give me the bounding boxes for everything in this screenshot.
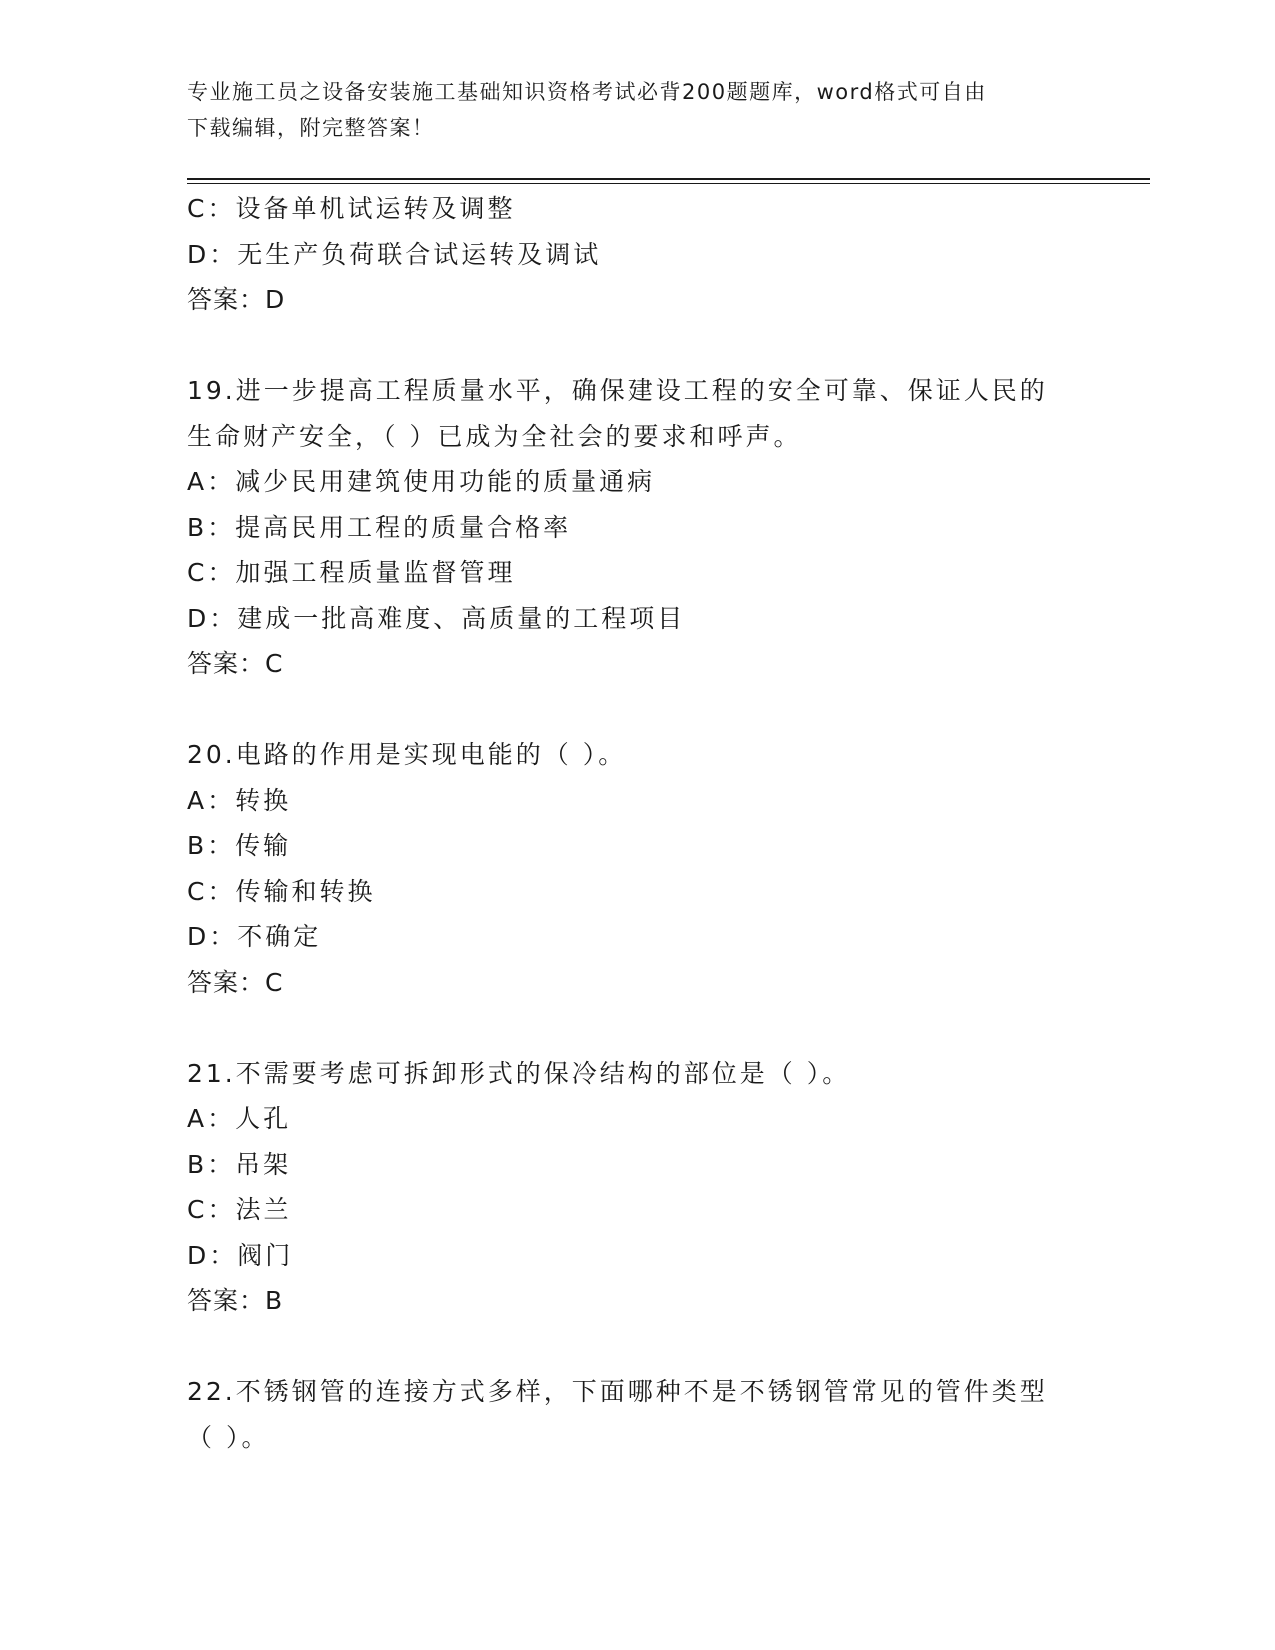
option-c: C：加强工程质量监督管理 — [187, 558, 516, 587]
option-c: C：设备单机试运转及调整 — [187, 194, 516, 223]
answer: 答案：C — [187, 967, 284, 997]
question-22 — [187, 1369, 1087, 1460]
question-stem-line-1: 20.电路的作用是实现电能的（ ）。 — [187, 740, 627, 769]
answer: 答案：B — [187, 1286, 284, 1315]
option-b: B：传输 — [187, 831, 292, 860]
option-d: D：不确定 — [187, 922, 322, 951]
header-line-2: 下载编辑，附完整答案！ — [187, 116, 435, 140]
header-divider-thick — [187, 178, 1150, 180]
option-a: A：减少民用建筑使用功能的质量通病 — [187, 467, 656, 496]
option-a: A：人孔 — [187, 1104, 292, 1133]
option-d: D：阀门 — [187, 1240, 294, 1270]
document-header — [187, 74, 1067, 146]
option-b: B：提高民用工程的质量合格率 — [187, 512, 572, 542]
option-a: A：转换 — [187, 785, 292, 815]
answer: 答案：D — [187, 285, 286, 314]
question-stem-line-2: 生命财产安全，（ ）已成为全社会的要求和呼声。 — [187, 421, 802, 451]
option-d: D：无生产负荷联合试运转及调试 — [187, 239, 602, 269]
question-21 — [187, 1051, 1087, 1324]
question-stem-line-1: 22.不锈钢管的连接方式多样，下面哪种不是不锈钢管常见的管件类型 — [187, 1377, 1048, 1406]
question-20 — [187, 732, 1087, 1005]
header-line-1: 专业施工员之设备安装施工基础知识资格考试必背200题题库，word格式可自由 — [187, 80, 987, 104]
option-c: C：法兰 — [187, 1195, 292, 1224]
option-b: B：吊架 — [187, 1149, 292, 1179]
header-divider-thin — [187, 183, 1150, 184]
option-c: C：传输和转换 — [187, 876, 376, 906]
answer: 答案：C — [187, 649, 284, 678]
question-stem-line-1: 19.进一步提高工程质量水平，确保建设工程的安全可靠、保证人民的 — [187, 376, 1048, 405]
question-stem-line-2: （ ）。 — [187, 1422, 270, 1452]
document-body — [187, 186, 1087, 1460]
question-18-tail — [187, 186, 1087, 323]
option-d: D：建成一批高难度、高质量的工程项目 — [187, 603, 686, 633]
question-19 — [187, 368, 1087, 687]
question-stem-line-1: 21.不需要考虑可拆卸形式的保冷结构的部位是（ ）。 — [187, 1058, 851, 1088]
